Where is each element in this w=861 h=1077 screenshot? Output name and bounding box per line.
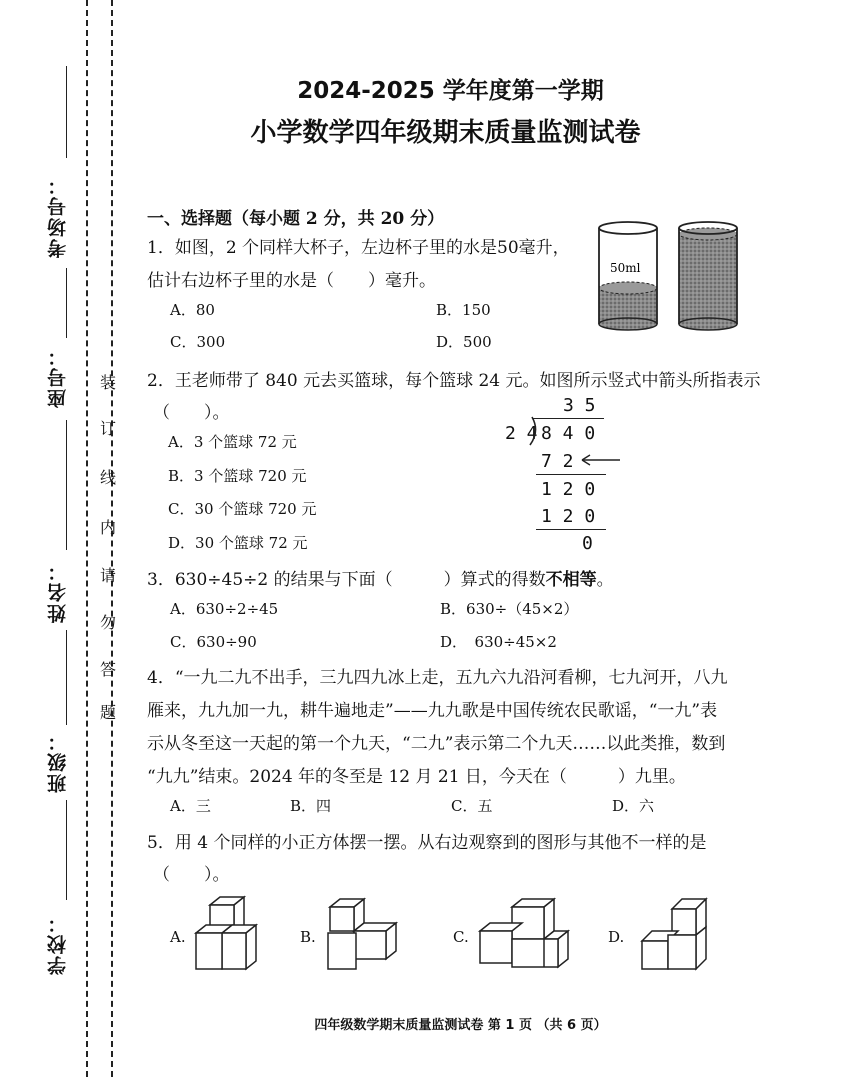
division-quotient: 3 5 [563, 395, 596, 416]
name-label: 姓名： [47, 560, 69, 623]
q2-option-b: B．3 个篮球 720 元 [168, 467, 307, 485]
q5-option-d-cubes [630, 893, 714, 973]
q4-option-d: D．六 [612, 797, 655, 815]
q1-option-b: B．150 [436, 301, 491, 319]
q2-text-line2: （ ）。 [153, 403, 230, 423]
q1-option-d: D．500 [436, 333, 492, 351]
q2-option-c: C．30 个篮球 720 元 [168, 500, 317, 518]
exam-year-title: 2024-2025 学年度第一学期 [297, 78, 604, 104]
division-dividend: 8 4 0 [541, 423, 596, 444]
section-heading: 一、选择题（每小题 2 分，共 20 分） [147, 209, 445, 229]
field-line [66, 420, 67, 550]
q3-option-c: C．630÷90 [170, 633, 257, 651]
q4-option-c: C．五 [451, 797, 493, 815]
q3-text-a: 3．630÷45÷2 的结果与下面（ ）算式的得数 [147, 570, 546, 590]
division-bar [532, 418, 604, 419]
seat-label: 座号： [47, 345, 69, 408]
q4-text-line3: 示从冬至这一天起的第一个九天，“二九”表示第二个九天……以此类推，数到 [147, 734, 726, 754]
q5-text-line2: （ ）。 [153, 865, 230, 885]
division-line [536, 474, 606, 475]
field-line [66, 630, 67, 725]
division-step3: 1 2 0 [541, 506, 596, 527]
exam-room-label: 考场号： [47, 174, 69, 258]
q5-option-b-cubes [320, 893, 400, 973]
two-cups-figure [590, 218, 750, 333]
q1-option-a: A．80 [170, 301, 215, 319]
q3-text-bold: 不相等 [545, 570, 597, 590]
division-remainder: 0 [582, 533, 593, 554]
q1-option-c: C．300 [170, 333, 226, 351]
q5-option-c-label: C. [453, 928, 469, 946]
field-line [66, 268, 67, 338]
school-label: 学校： [47, 912, 69, 975]
division-step2: 1 2 0 [541, 479, 596, 500]
q5-option-b-label: B. [300, 928, 316, 946]
q2-option-d: D．30 个篮球 72 元 [168, 534, 308, 552]
exam-title: 小学数学四年级期末质量监测试卷 [250, 118, 641, 148]
q3-option-d: D． 630÷45×2 [440, 633, 557, 651]
q4-option-b: B．四 [290, 797, 332, 815]
q3-text [147, 565, 614, 590]
right-cup [679, 222, 737, 330]
binding-char: 订 [100, 419, 117, 438]
binding-char: 题 [100, 703, 117, 722]
binding-char: 勿 [100, 613, 117, 632]
division-line [536, 529, 606, 530]
arrow-icon [580, 452, 622, 468]
cup-label: 50ml [610, 261, 641, 275]
q3-option-a: A．630÷2÷45 [170, 600, 279, 618]
page-footer: 四年级数学期末质量监测试卷 第 1 页 （共 6 页） [314, 1018, 607, 1033]
q5-option-c-cubes [474, 893, 574, 973]
q2-option-a: A．3 个篮球 72 元 [168, 433, 297, 451]
q4-text-line2: 雁来，九九加一九，耕牛遍地走”——九九歌是中国传统农民歌谣，“一九”表 [147, 701, 718, 721]
q1-text-line1: 1．如图，2 个同样大杯子，左边杯子里的水是50毫升， [147, 238, 570, 258]
q5-text-line1: 5．用 4 个同样的小正方体摆一摆。从右边观察到的图形与其他不一样的是 [147, 833, 707, 853]
division-bracket [527, 416, 539, 446]
q5-option-d-label: D. [608, 928, 625, 946]
binding-char: 请 [100, 566, 117, 585]
q4-option-a: A．三 [170, 797, 211, 815]
binding-char: 答 [100, 660, 117, 679]
binding-char: 装 [100, 373, 117, 392]
q1-text-line2: 估计右边杯子里的水是（ ）毫升。 [147, 271, 436, 291]
left-cup [599, 222, 657, 330]
q2-text-line1: 2．王老师带了 840 元去买篮球，每个篮球 24 元。如图所示竖式中箭头所指表示 [147, 371, 761, 391]
q5-option-a-cubes [190, 893, 270, 973]
q4-text-line1: 4．“一九二九不出手，三九四九冰上走，五九六九沿河看柳，七九河开，八九 [147, 668, 728, 688]
binding-char: 线 [100, 468, 117, 487]
q4-text-line4: “九九”结束。2024 年的冬至是 12 月 21 日，今天在（ ）九里。 [147, 767, 686, 787]
division-step1: 7 2 [541, 451, 574, 472]
division-divisor: 2 4 [505, 423, 538, 444]
q3-text-b: 。 [596, 570, 614, 590]
fold-line-right [111, 0, 113, 1077]
q5-option-a-label: A. [170, 928, 186, 946]
fold-line-left [86, 0, 88, 1077]
class-label: 班级： [47, 730, 69, 793]
binding-char: 内 [100, 518, 117, 537]
field-line [66, 800, 67, 900]
q3-option-b: B．630÷（45×2） [440, 600, 579, 618]
